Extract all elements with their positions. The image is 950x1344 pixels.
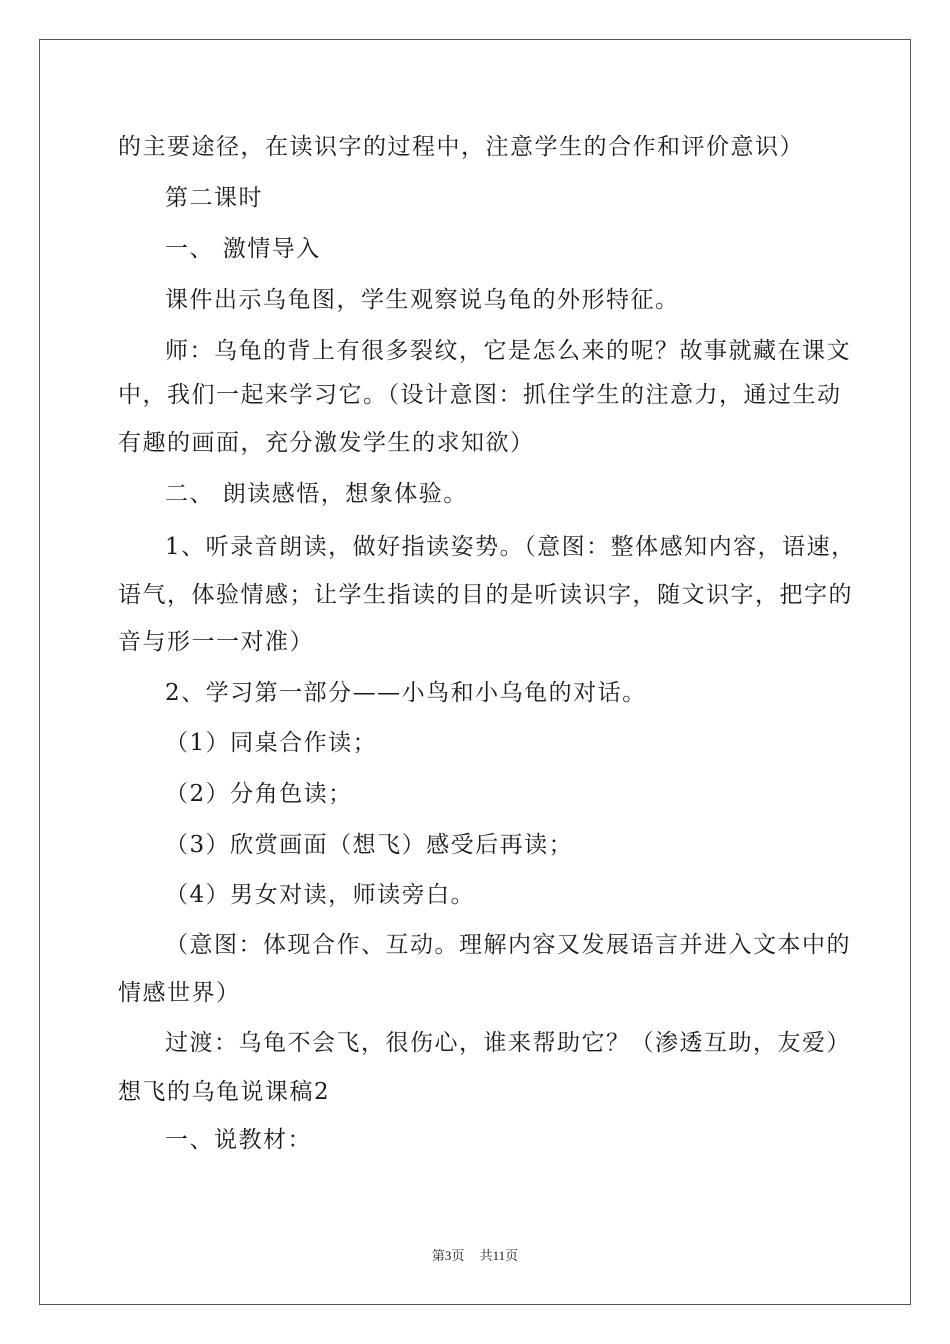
page-total: 共11页 [479, 1248, 519, 1263]
page-footer [0, 1245, 950, 1264]
text-line: 1、听录音朗读，做好指读姿势。（意图：整体感知内容，语速， [165, 534, 856, 560]
text-line: （意图：体现合作、互动。理解内容又发展语言并进入文本中的 [165, 932, 851, 958]
text-line: 第二课时 [165, 185, 263, 211]
text-line: 想飞的乌龟说课稿2 [118, 1079, 331, 1105]
text-line: 一、说教材： [165, 1127, 312, 1153]
text-line: （2）分角色读； [165, 781, 353, 807]
page-border [39, 39, 911, 1305]
text-line: 过渡：乌龟不会飞，很伤心，谁来帮助它？（渗透互助，友爱） [165, 1030, 851, 1056]
text-line: 中，我们一起来学习它。（设计意图：抓住学生的注意力，通过生动 [118, 382, 842, 408]
text-line: 语气，体验情感；让学生指读的目的是听读识字，随文识字，把字的 [118, 582, 853, 608]
text-line: 有趣的画面，充分激发学生的求知欲） [118, 430, 535, 456]
text-line: 音与形一一对准） [118, 629, 314, 655]
text-line: 一、 激情导入 [165, 236, 321, 262]
text-line: （4）男女对读，师读旁白。 [165, 882, 476, 908]
text-line: 师：乌龟的背上有很多裂纹，它是怎么来的呢？故事就藏在课文 [165, 338, 851, 364]
text-line: 二、 朗读感悟，想象体验。 [165, 481, 468, 507]
text-line: 2、学习第一部分——小鸟和小乌龟的对话。 [165, 680, 647, 706]
text-line: （3）欣赏画面（想飞）感受后再读； [165, 832, 574, 858]
text-line: （1）同桌合作读； [165, 730, 378, 756]
page-number: 第3页 [431, 1248, 465, 1263]
text-line: 课件出示乌龟图，学生观察说乌龟的外形特征。 [165, 287, 680, 313]
text-line: 情感世界） [118, 980, 241, 1006]
text-line: 的主要途径，在读识字的过程中，注意学生的合作和评价意识） [118, 134, 804, 160]
